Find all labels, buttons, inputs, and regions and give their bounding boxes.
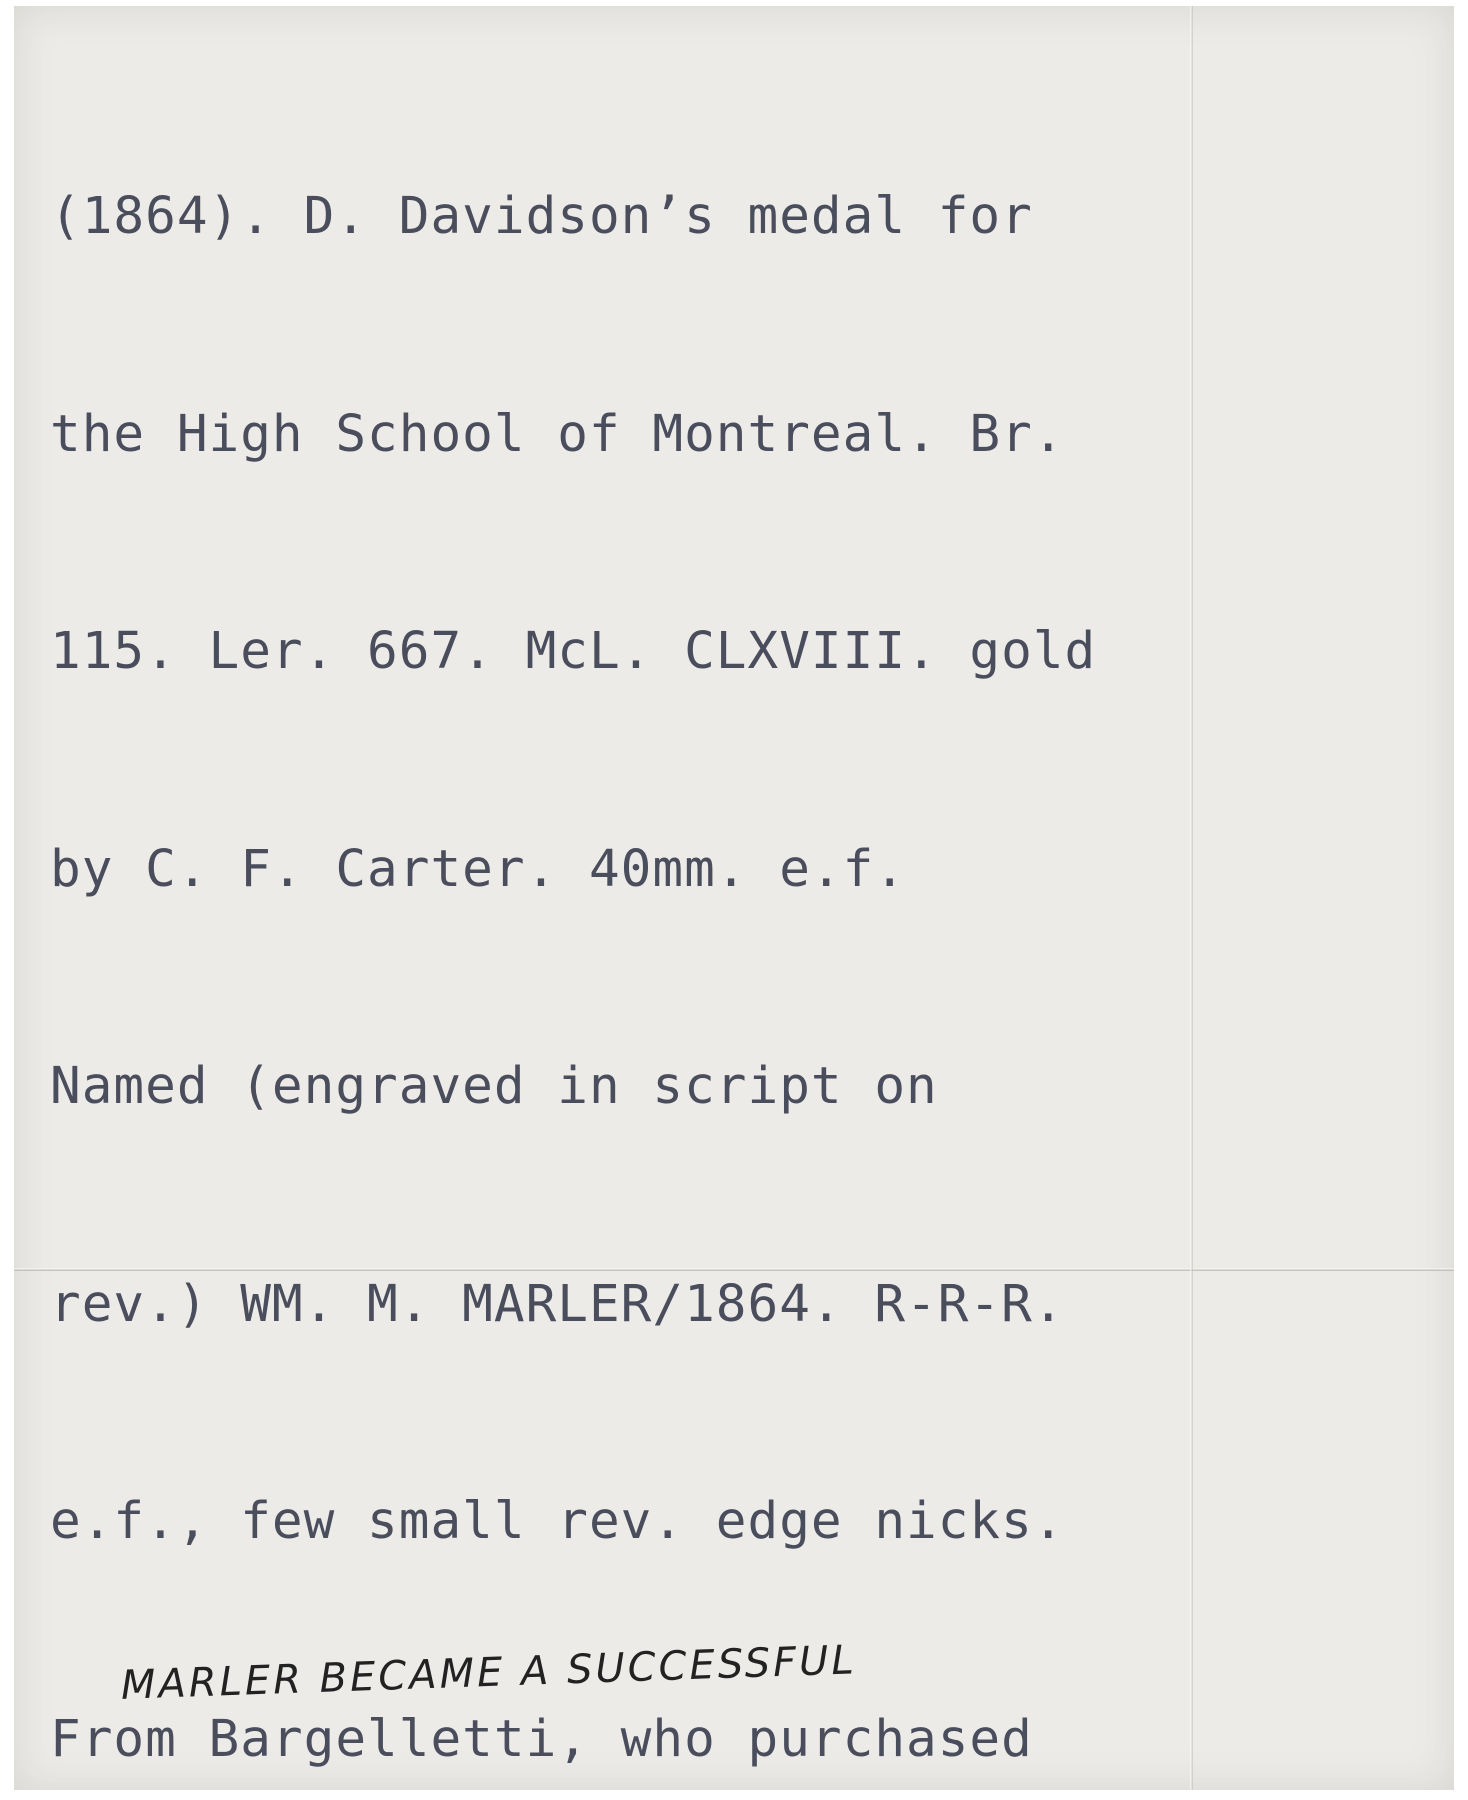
paper-sheet [14, 6, 1454, 1790]
typed-line: From Bargelletti, who purchased [50, 1709, 1033, 1769]
handwritten-line: MARLER BECAME A SUCCESSFUL [120, 1637, 858, 1709]
typed-line: (1864). D. Davidson’s medal for [50, 187, 1033, 246]
typed-line: Named (engraved in script on [50, 1057, 938, 1116]
typed-line: rev.) WM. M. MARLER/1864. R-R-R. [50, 1274, 1065, 1334]
typed-line: the High School of Montreal. Br. [50, 404, 1065, 464]
vertical-fold-crease [1190, 6, 1193, 1790]
typed-line: e.f., few small rev. edge nicks. [50, 1492, 1065, 1551]
typed-line: 115. Ler. 667. McL. CLXVIII. gold [50, 622, 1097, 681]
typed-line: by C. F. Carter. 40mm. e.f. [50, 839, 907, 899]
handwritten-note [114, 1460, 880, 1790]
